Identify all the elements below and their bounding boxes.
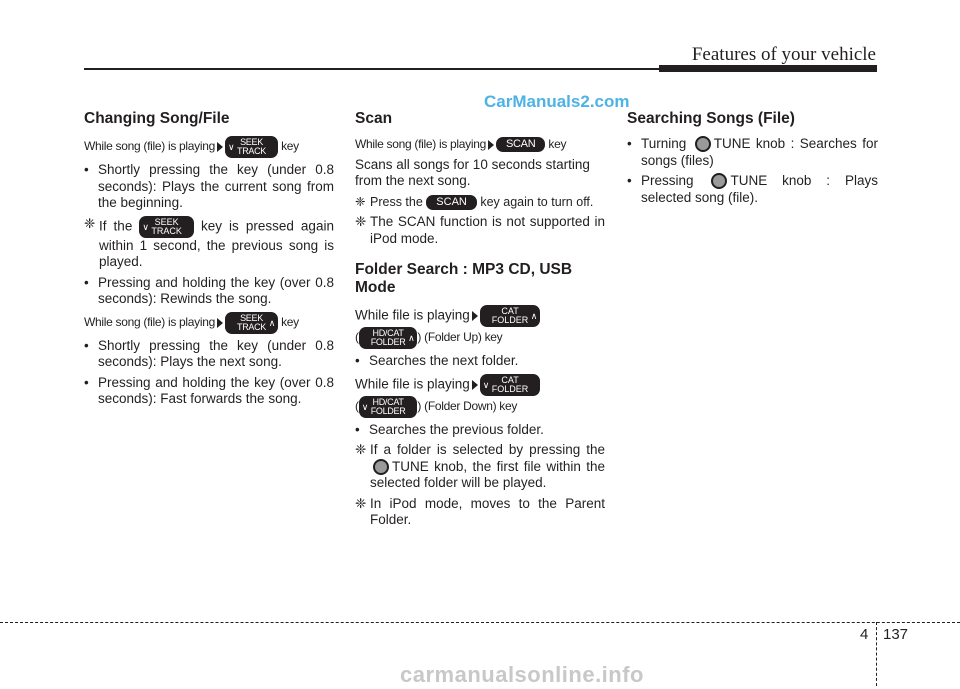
page-header-title: Features of your vehicle — [691, 44, 876, 65]
chevron-up-icon: ∧ — [408, 333, 415, 343]
cat-folder-down-button[interactable] — [480, 374, 541, 396]
footer-rule — [0, 622, 960, 623]
arrow-icon — [217, 142, 223, 152]
note-text: Press the — [370, 194, 423, 209]
btn-label: TRACK — [237, 146, 267, 156]
intro-text: key — [548, 137, 567, 151]
header-rule — [84, 68, 659, 70]
chapter-number: 4 — [860, 626, 869, 643]
btn-label: CAT — [501, 374, 519, 385]
btn-label: CAT — [501, 306, 519, 316]
column-searching-songs — [627, 110, 878, 210]
note-item — [355, 442, 605, 492]
page-number: 137 — [883, 626, 909, 643]
chevron-up-icon: ∧ — [530, 311, 538, 321]
folder-up-intro — [355, 305, 605, 327]
note-text: TUNE knob, the first file within the selected folder will be played. — [370, 458, 605, 490]
bullet-item — [627, 136, 878, 169]
bullet-item — [627, 173, 878, 206]
page-number-divider — [876, 622, 878, 686]
btn-label: FOLDER — [370, 337, 406, 347]
scan-button[interactable]: SCAN — [426, 195, 477, 210]
watermark-bottom: carmanualsonline.info — [400, 662, 644, 687]
btn-label: FOLDER — [491, 383, 529, 394]
btn-label: SEEK — [240, 137, 263, 147]
key-text: (Folder Down) key — [424, 398, 518, 413]
cat-folder-up-button[interactable] — [480, 305, 541, 327]
intro-text: While song (file) is playing — [84, 139, 215, 154]
arrow-icon — [217, 318, 223, 328]
chevron-down-icon: ∨ — [482, 379, 490, 390]
column-changing-song — [84, 110, 334, 412]
seek-track-up-button[interactable] — [225, 312, 278, 334]
heading-folder-search: Folder Search : MP3 CD, USB Mode — [355, 261, 573, 296]
tune-knob-icon — [373, 459, 389, 475]
bullet-item: • Searches the next folder. — [355, 353, 605, 370]
btn-label: FOLDER — [491, 315, 529, 325]
arrow-icon — [472, 311, 478, 321]
intro-text: key — [281, 139, 299, 154]
bullet-item: • Shortly pressing the key (under 0.8 seconds): Plays the current song from the beginning. — [84, 162, 334, 212]
bullet-text: TUNE knob : Plays selected song (file). — [641, 173, 878, 205]
btn-label: HD/CAT — [372, 396, 404, 407]
bullet-item: • Shortly pressing the key (under 0.8 seconds): Plays the next song. — [84, 338, 334, 371]
intro-text: While file is playing — [355, 307, 470, 323]
note-text: key is pressed again within 1 second, the previous song is played. — [99, 218, 334, 269]
tune-knob-icon — [695, 136, 711, 152]
hdcat-folder-down-button[interactable] — [359, 396, 418, 418]
intro-seek-up — [84, 312, 334, 334]
note-mark: ❈ — [84, 215, 96, 231]
hdcat-folder-up-button[interactable] — [359, 327, 418, 349]
note-mark: ❈ — [355, 442, 367, 457]
chevron-down-icon: ∨ — [142, 221, 149, 232]
btn-label: SEEK — [240, 312, 263, 323]
intro-scan — [355, 136, 605, 153]
note-text: key again to turn off. — [480, 194, 594, 209]
intro-text: key — [281, 314, 299, 329]
bullet-text: TUNE knob : Searches for songs (files) — [641, 136, 878, 168]
bullet-item: • Searches the previous folder. — [355, 422, 605, 439]
note-item — [355, 496, 605, 529]
note-item — [355, 214, 605, 247]
bullet-item: • Pressing and holding the key (over 0.8 seconds): Fast forwards the song. — [84, 375, 334, 408]
note-text: In iPod mode, moves to the Parent Folder. — [370, 495, 605, 527]
folder-down-intro — [355, 374, 605, 396]
bullet-text: Pressing — [641, 173, 694, 188]
folder-down-key: ( ∨ HD/CAT FOLDER ) (Folder Down) key — [355, 396, 518, 416]
intro-seek-down — [84, 136, 334, 158]
scan-description: Scans all songs for 10 seconds starting from the next song. — [355, 156, 590, 188]
btn-label: TRACK — [237, 321, 267, 332]
key-text: (Folder Up) key — [424, 330, 503, 345]
watermark-top: CarManuals2.com — [484, 92, 630, 111]
btn-label: FOLDER — [370, 405, 406, 416]
chevron-up-icon: ∧ — [268, 317, 276, 328]
chevron-down-icon: ∨ — [361, 401, 368, 412]
note-text: If the — [99, 218, 133, 234]
note-item — [84, 216, 334, 271]
arrow-icon — [488, 140, 494, 150]
intro-text: While song (file) is playing — [355, 137, 486, 151]
chevron-down-icon: ∨ — [228, 142, 235, 152]
arrow-icon — [472, 380, 478, 390]
btn-label: TRACK — [151, 225, 182, 236]
heading-searching-songs: Searching Songs (File) — [627, 110, 795, 127]
note-mark: ❈ — [355, 214, 367, 229]
heading-scan: Scan — [355, 110, 393, 127]
header-bar — [659, 65, 877, 72]
note-item — [355, 194, 605, 211]
folder-up-key: ( ∧ HD/CAT FOLDER ) (Folder Up) key — [355, 328, 503, 347]
seek-track-down-button[interactable] — [225, 136, 278, 158]
heading-changing-song: Changing Song/File — [84, 110, 230, 127]
btn-label: HD/CAT — [372, 328, 404, 338]
note-mark: ❈ — [355, 194, 366, 209]
tune-knob-icon — [711, 173, 727, 189]
note-mark: ❈ — [355, 495, 367, 511]
scan-button[interactable]: SCAN — [496, 137, 545, 152]
column-scan — [355, 110, 605, 533]
bullet-text: Turning — [641, 136, 687, 151]
note-text: If a folder is selected by pressing the — [370, 442, 605, 457]
intro-text: While song (file) is playing — [84, 314, 215, 329]
bullet-item: • Pressing and holding the key (over 0.8 seconds): Rewinds the song. — [84, 275, 334, 308]
intro-text: While file is playing — [355, 376, 470, 392]
note-text: The SCAN function is not supported in iPod mode. — [370, 214, 605, 246]
btn-label: SEEK — [154, 216, 179, 227]
seek-track-down-button[interactable] — [139, 216, 194, 238]
